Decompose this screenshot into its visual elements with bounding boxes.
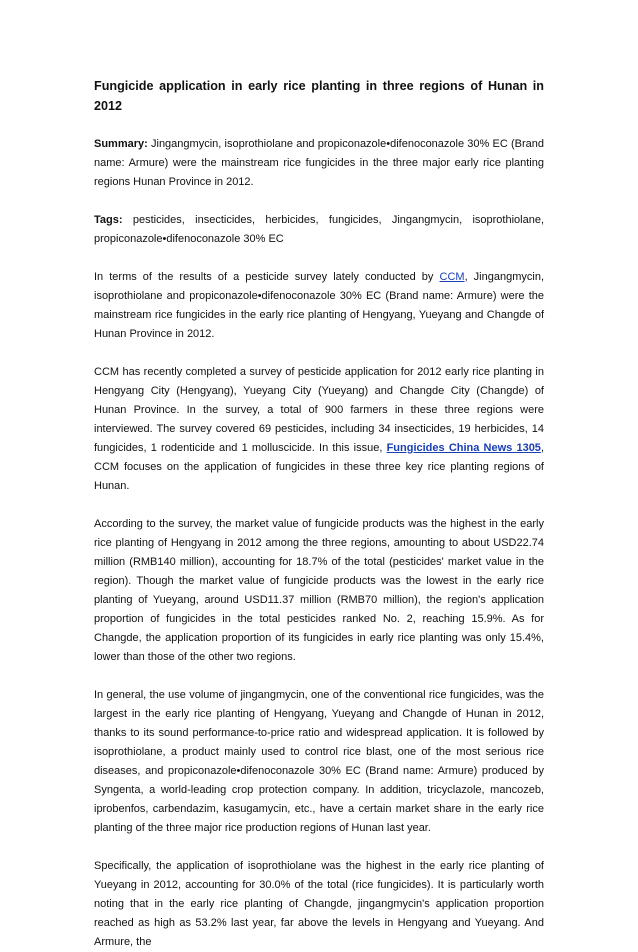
tags-label: Tags:: [94, 214, 123, 226]
ccm-link[interactable]: CCM: [439, 271, 465, 283]
summary-paragraph: [94, 135, 544, 192]
summary-text: Jingangmycin, isoprothiolane and propiconazole•difenoconazole 30% EC (Brand name: Armure) were the mainstream rice fungicides in the three major early rice planting regions Hunan Province in 2012.: [94, 138, 544, 188]
tags-paragraph: [94, 211, 544, 249]
market-value-paragraph: According to the survey, the market value of fungicide products was the highest in the early rice planting of Hengyang in 2012 among the three regions, amounting to about USD22.74 million (RMB140 million), accounting for 18.7% of the total (pesticides' market value in the region). Though the market value of fungicide products was the lowest in the early rice planting of Yueyang, around USD11.37 million (RMB70 million), the region's application proportion of fungicides in the total pesticides ranked No. 2, reaching 15.9%. As for Changde, the application proportion of its fungicides in early rice planting was only 15.4%, lower than those of the other two regions.: [94, 518, 544, 663]
summary-label: Summary:: [94, 138, 148, 150]
fungicides-news-link[interactable]: Fungicides China News 1305: [386, 442, 541, 454]
article-title: Fungicide application in early rice planting in three regions of Hunan in 2012: [94, 79, 544, 113]
tags-text: pesticides, insecticides, herbicides, fungicides, Jingangmycin, isoprothiolane, propiconazole•difenoconazole 30% EC: [94, 214, 544, 245]
intro-text-before: In terms of the results of a pesticide survey lately conducted by: [94, 271, 440, 283]
intro-paragraph: [94, 268, 544, 344]
intro-text-after: , Jingangmycin, isoprothiolane and propiconazole•difenoconazole 30% EC (Brand name: Armure) were the mainstream rice fungicides in the early rice planting of Hengyang, Yueyang and Changde of Hunan Province in 2012.: [94, 271, 544, 340]
survey-text-after: , CCM focuses on the application of fungicides in these three key rice planting regions of Hunan.: [94, 442, 544, 492]
specifics-paragraph: Specifically, the application of isoprothiolane was the highest in the early rice planting of Yueyang in 2012, accounting for 30.0% of the total (rice fungicides). It is particularly worth noting that in the early rice planting of Changde, jingangmycin's application proportion reached as high as 53.2% last year, far above the levels in Hengyang and Yueyang. And Armure, the: [94, 860, 544, 948]
survey-paragraph: [94, 363, 544, 496]
use-volume-paragraph: In general, the use volume of jingangmycin, one of the conventional rice fungicides, was the largest in the early rice planting of Hengyang, Yueyang and Changde of Hunan in 2012, thanks to its sound performance-to-price ratio and widespread application. It is followed by isoprothiolane, a product mainly used to control rice blast, one of the most serious rice diseases, and propiconazole•difenoconazole 30% EC (Brand name: Armure) produced by Syngenta, a world-leading crop protection company. In addition, tricyclazole, mancozeb, iprobenfos, carbendazim, kasugamycin, etc., have a certain market share in the early rice planting of the three major rice production regions of Hunan last year.: [94, 689, 544, 834]
survey-text-before: CCM has recently completed a survey of pesticide application for 2012 early rice planting in Hengyang City (Hengyang), Yueyang City (Yueyang) and Changde City (Changde) of Hunan Province. In the survey, a total of 900 farmers in these three regions were interviewed. The survey covered 69 pesticides, including 34 insecticides, 19 herbicides, 14 fungicides, 1 rodenticide and 1 molluscicide. In this issue,: [94, 366, 544, 454]
